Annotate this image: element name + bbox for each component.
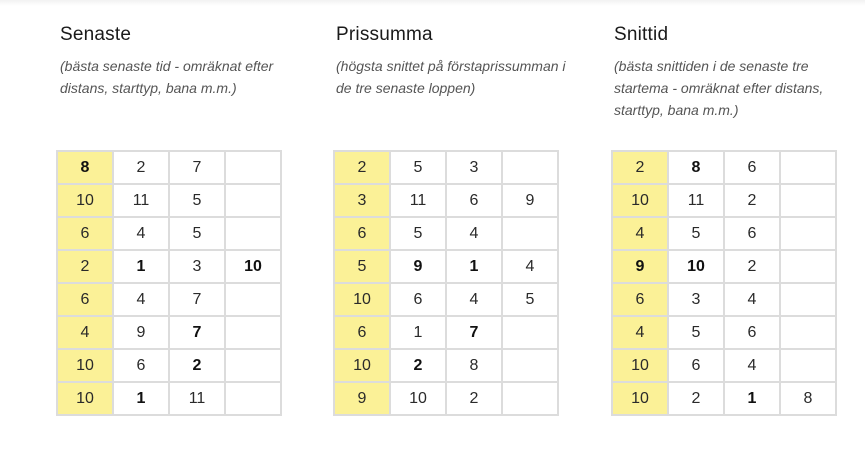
rank-cell-highlight: 9 <box>612 250 668 283</box>
table-cell <box>225 151 281 184</box>
table-row <box>57 217 281 250</box>
table-cell: 6 <box>724 316 780 349</box>
table-cell: 6 <box>446 184 502 217</box>
table-cell: 2 <box>113 151 169 184</box>
rank-cell-highlight: 6 <box>334 217 390 250</box>
table-cell: 6 <box>668 349 724 382</box>
panel-senaste <box>60 24 290 99</box>
table-row <box>57 316 281 349</box>
rank-cell-highlight: 10 <box>57 184 113 217</box>
table-row <box>612 217 836 250</box>
table-cell: 5 <box>390 217 446 250</box>
table-cell: 4 <box>502 250 558 283</box>
table-cell <box>225 217 281 250</box>
table-row <box>57 283 281 316</box>
table-cell: 5 <box>502 283 558 316</box>
rank-cell-highlight: 10 <box>612 382 668 415</box>
table-cell: 9 <box>502 184 558 217</box>
panel-title: Prissumma <box>336 24 433 45</box>
panel-title: Senaste <box>60 24 132 45</box>
table-cell: 2 <box>390 349 446 382</box>
top-divider <box>0 0 865 6</box>
table-cell: 6 <box>724 217 780 250</box>
rank-cell-highlight: 8 <box>57 151 113 184</box>
table-cell: 1 <box>113 250 169 283</box>
table-cell: 6 <box>113 349 169 382</box>
table-cell <box>780 217 836 250</box>
rank-cell-highlight: 10 <box>612 349 668 382</box>
rank-cell-highlight: 4 <box>612 217 668 250</box>
table-cell <box>780 184 836 217</box>
table-cell <box>502 151 558 184</box>
table-cell: 2 <box>724 250 780 283</box>
panel-prissumma <box>336 24 566 99</box>
panel-snittid <box>614 24 844 121</box>
table-row <box>334 151 558 184</box>
table-cell <box>780 349 836 382</box>
table-cell <box>225 184 281 217</box>
rank-cell-highlight: 6 <box>57 217 113 250</box>
rank-cell-highlight: 10 <box>334 283 390 316</box>
table-row <box>334 316 558 349</box>
table-row <box>612 316 836 349</box>
table-row <box>612 382 836 415</box>
table-row <box>57 250 281 283</box>
table-cell: 8 <box>780 382 836 415</box>
table-cell: 5 <box>169 217 225 250</box>
table-cell <box>502 217 558 250</box>
table-cell: 4 <box>446 283 502 316</box>
panel-description: (bästa snittiden i de senaste tre startema - omräknat efter distans, starttyp, bana m.m.) <box>614 58 824 118</box>
rank-cell-highlight: 4 <box>612 316 668 349</box>
table-row <box>57 184 281 217</box>
rank-cell-highlight: 2 <box>612 151 668 184</box>
table-cell: 11 <box>113 184 169 217</box>
table-cell: 2 <box>446 382 502 415</box>
table-row <box>334 217 558 250</box>
table-cell: 3 <box>668 283 724 316</box>
table-row <box>334 184 558 217</box>
table-cell: 7 <box>169 151 225 184</box>
table-row <box>334 283 558 316</box>
table-cell: 1 <box>113 382 169 415</box>
table-cell: 5 <box>668 316 724 349</box>
table-cell: 10 <box>390 382 446 415</box>
table-cell: 7 <box>446 316 502 349</box>
rank-cell-highlight: 2 <box>57 250 113 283</box>
table-cell: 2 <box>724 184 780 217</box>
panel-title: Snittid <box>614 24 669 45</box>
table-cell: 1 <box>724 382 780 415</box>
rank-cell-highlight: 6 <box>57 283 113 316</box>
table-cell: 1 <box>390 316 446 349</box>
table-cell: 11 <box>668 184 724 217</box>
table-cell <box>780 316 836 349</box>
table-row <box>334 349 558 382</box>
rank-cell-highlight: 5 <box>334 250 390 283</box>
table-cell: 5 <box>390 151 446 184</box>
table-cell: 3 <box>169 250 225 283</box>
ranking-table-snittid <box>611 150 837 416</box>
table-cell: 10 <box>668 250 724 283</box>
ranking-table-senaste <box>56 150 282 416</box>
table-row <box>334 250 558 283</box>
rank-cell-highlight: 10 <box>57 349 113 382</box>
table-row <box>612 184 836 217</box>
table-cell <box>780 283 836 316</box>
table-cell <box>225 316 281 349</box>
table-cell: 4 <box>113 217 169 250</box>
table-row <box>57 151 281 184</box>
rank-cell-highlight: 3 <box>334 184 390 217</box>
table-cell: 11 <box>390 184 446 217</box>
table-cell: 1 <box>446 250 502 283</box>
table-row <box>612 283 836 316</box>
panel-description: (bästa senaste tid - omräknat efter distans, starttyp, bana m.m.) <box>60 58 274 96</box>
rank-cell-highlight: 6 <box>334 316 390 349</box>
table-row <box>612 151 836 184</box>
table-cell: 3 <box>446 151 502 184</box>
rank-cell-highlight: 4 <box>57 316 113 349</box>
table-cell: 8 <box>668 151 724 184</box>
table-cell <box>225 283 281 316</box>
table-cell: 7 <box>169 283 225 316</box>
table-cell: 6 <box>724 151 780 184</box>
rank-cell-highlight: 10 <box>57 382 113 415</box>
table-cell <box>502 316 558 349</box>
table-cell: 9 <box>113 316 169 349</box>
table-cell: 6 <box>390 283 446 316</box>
table-cell: 10 <box>225 250 281 283</box>
table-cell: 4 <box>113 283 169 316</box>
table-cell: 5 <box>668 217 724 250</box>
table-cell: 8 <box>446 349 502 382</box>
table-cell: 4 <box>724 349 780 382</box>
table-cell <box>502 382 558 415</box>
rank-cell-highlight: 9 <box>334 382 390 415</box>
table-cell: 4 <box>724 283 780 316</box>
table-cell <box>780 250 836 283</box>
table-cell: 11 <box>169 382 225 415</box>
table-cell <box>780 151 836 184</box>
panel-description: (högsta snittet på förstaprissumman i de tre senaste loppen) <box>336 58 566 96</box>
table-row <box>57 349 281 382</box>
table-cell: 4 <box>446 217 502 250</box>
table-cell: 5 <box>169 184 225 217</box>
table-cell: 7 <box>169 316 225 349</box>
table-cell <box>225 382 281 415</box>
rank-cell-highlight: 6 <box>612 283 668 316</box>
table-row <box>334 382 558 415</box>
table-row <box>57 382 281 415</box>
table-row <box>612 250 836 283</box>
rank-cell-highlight: 10 <box>334 349 390 382</box>
rank-cell-highlight: 10 <box>612 184 668 217</box>
table-row <box>612 349 836 382</box>
table-cell: 9 <box>390 250 446 283</box>
table-cell: 2 <box>169 349 225 382</box>
rank-cell-highlight: 2 <box>334 151 390 184</box>
table-cell <box>502 349 558 382</box>
ranking-table-prissumma <box>333 150 559 416</box>
table-cell: 2 <box>668 382 724 415</box>
table-cell <box>225 349 281 382</box>
